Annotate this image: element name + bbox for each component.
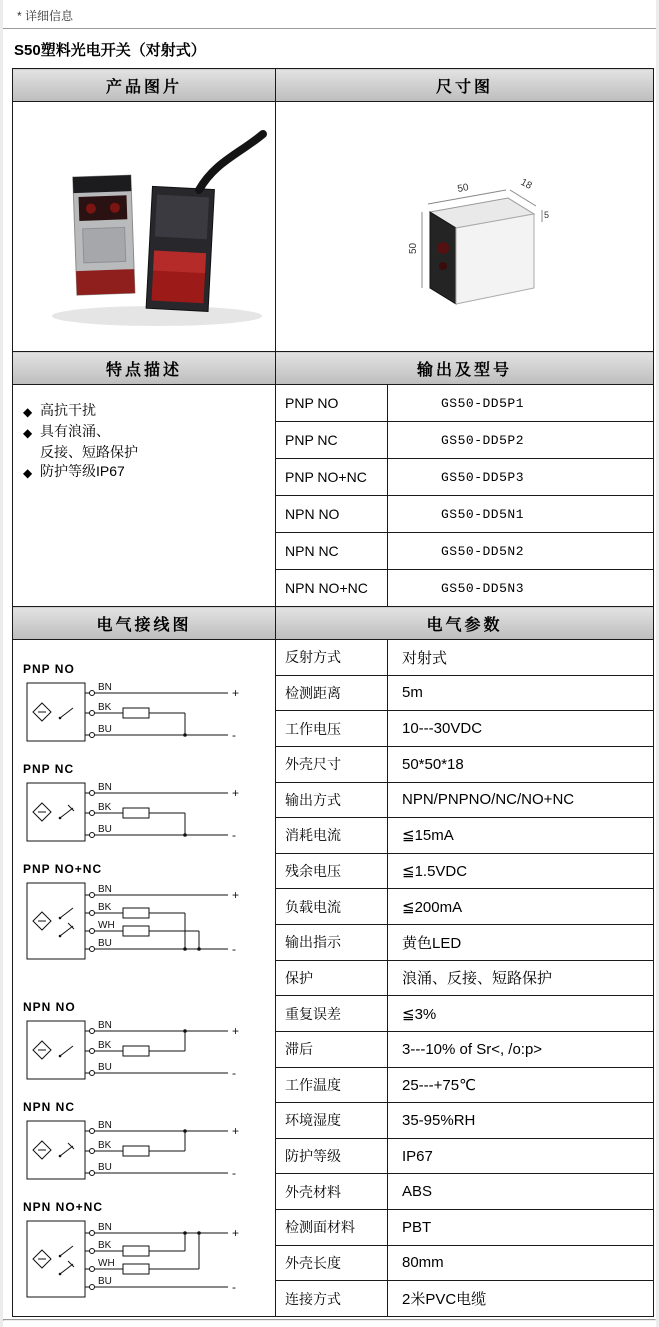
wiring-diagram-label: PNP NO+NC — [23, 862, 103, 876]
feature-line — [23, 443, 271, 462]
wiring-diagrams — [23, 662, 275, 1310]
param-row — [276, 1210, 653, 1246]
param-row — [276, 1032, 653, 1068]
param-value: 50*50*18 — [402, 755, 464, 773]
param-label: 消耗电流 — [276, 818, 388, 853]
output-model-cell — [276, 385, 654, 607]
wiring-params-row — [13, 640, 654, 1317]
param-row — [276, 1246, 653, 1282]
output-type: NPN NC — [276, 533, 388, 569]
param-value: 浪涌、反接、短路保护 — [402, 970, 553, 988]
param-row — [276, 640, 653, 676]
svg-text:BK: BK — [98, 902, 112, 913]
svg-text:BK: BK — [98, 702, 112, 713]
model-number: GS50-DD5N3 — [441, 580, 525, 596]
param-label: 保护 — [276, 961, 388, 996]
svg-text:BN: BN — [98, 884, 112, 895]
param-label: 工作温度 — [276, 1068, 388, 1103]
product-photo-cell — [13, 102, 276, 352]
param-label: 残余电压 — [276, 854, 388, 889]
param-value: IP67 — [402, 1147, 433, 1165]
wiring-diagram-pnp-no-nc — [23, 862, 275, 972]
param-value: ABS — [402, 1183, 433, 1201]
content-area — [3, 29, 656, 1317]
svg-text:BK: BK — [98, 1040, 112, 1051]
wiring-diagram-svg — [23, 877, 263, 967]
model-number: GS50-DD5N1 — [441, 506, 525, 522]
wiring-diagram-label: PNP NC — [23, 762, 75, 776]
dim-label-height: 50 — [407, 242, 419, 254]
param-row — [276, 1139, 653, 1175]
output-model-row — [276, 533, 653, 570]
feature-line — [23, 401, 271, 422]
dim-label-width: 50 — [456, 182, 469, 195]
param-label: 工作电压 — [276, 711, 388, 746]
dim-label-edge: 5 — [543, 210, 549, 220]
param-value: ≦3% — [402, 1005, 437, 1023]
wiring-diagram-svg — [23, 677, 263, 751]
features-output-row — [13, 385, 654, 607]
svg-text:BN: BN — [98, 1120, 112, 1131]
bottom-divider — [3, 1319, 656, 1321]
param-row — [276, 1103, 653, 1139]
svg-text:BU: BU — [98, 724, 112, 735]
output-model-row — [276, 570, 653, 606]
param-label: 检测面材料 — [276, 1210, 388, 1245]
output-model-rows — [276, 385, 653, 606]
output-type: PNP NC — [276, 422, 388, 458]
param-row — [276, 854, 653, 890]
param-label: 检测距离 — [276, 676, 388, 711]
svg-text:+: + — [232, 786, 240, 800]
feature-text: 具有浪涌、 — [40, 423, 110, 439]
svg-text:BN: BN — [98, 682, 112, 693]
detail-note-row — [3, 0, 656, 28]
dim-label-depth: 18 — [518, 176, 534, 192]
svg-text:BK: BK — [98, 802, 112, 813]
feature-text: 反接、短路保护 — [40, 444, 138, 460]
feature-bullet — [23, 443, 40, 462]
param-label: 输出指示 — [276, 925, 388, 960]
wiring-cell — [13, 640, 276, 1317]
param-row — [276, 1174, 653, 1210]
svg-text:WH: WH — [98, 920, 115, 931]
svg-text:BN: BN — [98, 1020, 112, 1031]
feature-bullet: ◆ — [23, 466, 33, 480]
param-label: 重复误差 — [276, 996, 388, 1031]
svg-text:-: - — [232, 828, 236, 842]
feature-bullet: ◆ — [23, 405, 33, 419]
param-value: 25---+75℃ — [402, 1076, 476, 1094]
param-value: 5m — [402, 684, 423, 702]
output-type: PNP NO — [276, 385, 388, 421]
svg-text:BN: BN — [98, 782, 112, 793]
param-label: 防护等级 — [276, 1139, 388, 1174]
param-row — [276, 747, 653, 783]
param-row — [276, 961, 653, 997]
svg-text:BU: BU — [98, 1276, 112, 1287]
dimension-cell — [276, 102, 654, 352]
wiring-diagram-pnp-no — [23, 662, 275, 756]
spec-table — [12, 68, 654, 1317]
param-value: 对射式 — [402, 649, 448, 667]
wiring-diagram-label: NPN NO — [23, 1000, 76, 1014]
svg-text:BN: BN — [98, 1222, 112, 1233]
model-number: GS50-DD5P2 — [441, 432, 525, 448]
output-type: NPN NO+NC — [276, 570, 388, 606]
feature-bullet: ◆ — [23, 426, 33, 440]
param-row — [276, 1068, 653, 1104]
header-dimension: 尺寸图 — [276, 69, 654, 102]
wiring-diagram-pnp-nc — [23, 762, 275, 856]
svg-text:WH: WH — [98, 1258, 115, 1269]
svg-text:BU: BU — [98, 1062, 112, 1073]
dimension-drawing — [280, 104, 650, 344]
page-title: S50塑料光电开关（对射式） — [14, 42, 206, 59]
svg-text:-: - — [232, 728, 236, 742]
param-label: 输出方式 — [276, 783, 388, 818]
param-value: 黄色LED — [402, 934, 462, 952]
model-number: GS50-DD5N2 — [441, 543, 525, 559]
header-row-2 — [13, 352, 654, 385]
param-value: NPN/PNPNO/NC/NO+NC — [402, 791, 575, 809]
svg-text:BU: BU — [98, 938, 112, 949]
svg-text:+: + — [232, 1024, 240, 1038]
header-wiring: 电气接线图 — [13, 607, 276, 640]
param-rows — [276, 640, 653, 1316]
features-list — [23, 401, 271, 483]
output-model-row — [276, 385, 653, 422]
wiring-diagram-svg — [23, 1215, 263, 1305]
svg-text:BU: BU — [98, 1162, 112, 1173]
svg-text:-: - — [232, 1066, 236, 1080]
svg-text:-: - — [232, 1166, 236, 1180]
wiring-diagram-npn-no-nc — [23, 1200, 275, 1310]
header-output-model: 输出及型号 — [276, 352, 654, 385]
param-label: 外壳尺寸 — [276, 747, 388, 782]
output-model-row — [276, 459, 653, 496]
param-row — [276, 1281, 653, 1316]
param-row — [276, 925, 653, 961]
param-value: ≦15mA — [402, 827, 454, 845]
param-value: 80mm — [402, 1254, 444, 1272]
svg-text:+: + — [232, 686, 240, 700]
model-number: GS50-DD5P3 — [441, 469, 525, 485]
output-type: PNP NO+NC — [276, 459, 388, 495]
image-row — [13, 102, 654, 352]
wiring-diagram-label: NPN NO+NC — [23, 1200, 104, 1214]
svg-text:BK: BK — [98, 1140, 112, 1151]
header-features: 特点描述 — [13, 352, 276, 385]
param-value: ≦200mA — [402, 898, 463, 916]
param-label: 外壳长度 — [276, 1246, 388, 1281]
param-value: 35-95%RH — [402, 1111, 476, 1129]
param-row — [276, 676, 653, 712]
param-row — [276, 996, 653, 1032]
param-value: ≦1.5VDC — [402, 863, 468, 881]
param-row — [276, 889, 653, 925]
output-model-row — [276, 496, 653, 533]
param-row — [276, 711, 653, 747]
output-type: NPN NO — [276, 496, 388, 532]
svg-text:-: - — [232, 942, 236, 956]
wiring-diagram-label: NPN NC — [23, 1100, 76, 1114]
param-label: 反射方式 — [276, 640, 388, 675]
param-row — [276, 818, 653, 854]
feature-text: 防护等级IP67 — [40, 463, 125, 479]
product-photo — [17, 104, 272, 344]
param-row — [276, 783, 653, 819]
wiring-diagram-label: PNP NO — [23, 662, 75, 676]
param-value: PBT — [402, 1218, 432, 1236]
param-value: 2米PVC电缆 — [402, 1291, 487, 1309]
svg-text:+: + — [232, 1124, 240, 1138]
svg-text:BU: BU — [98, 824, 112, 835]
svg-text:+: + — [232, 1226, 240, 1240]
param-value: 10---30VDC — [402, 720, 483, 738]
svg-text:BK: BK — [98, 1240, 112, 1251]
svg-text:+: + — [232, 888, 240, 902]
svg-text:-: - — [232, 1280, 236, 1294]
wiring-diagram-npn-nc — [23, 1100, 275, 1194]
param-label: 环境湿度 — [276, 1103, 388, 1138]
feature-text: 高抗干扰 — [40, 402, 96, 418]
feature-line — [23, 462, 271, 483]
header-row-3 — [13, 607, 654, 640]
header-row-1 — [13, 69, 654, 102]
model-number: GS50-DD5P1 — [441, 395, 525, 411]
wiring-diagram-svg — [23, 777, 263, 851]
output-model-row — [276, 422, 653, 459]
param-value: 3---10% of Sr<, /o:p> — [402, 1040, 543, 1058]
param-label: 滞后 — [276, 1032, 388, 1067]
header-electrical: 电气参数 — [276, 607, 654, 640]
features-cell — [13, 385, 276, 607]
param-label: 负载电流 — [276, 889, 388, 924]
param-label: 外壳材料 — [276, 1174, 388, 1209]
param-label: 连接方式 — [276, 1281, 388, 1316]
header-product-image: 产品图片 — [13, 69, 276, 102]
detail-note: * 详细信息 — [17, 9, 74, 23]
electrical-params-cell — [276, 640, 654, 1317]
wiring-diagram-svg — [23, 1115, 263, 1189]
wiring-diagram-svg — [23, 1015, 263, 1089]
feature-line — [23, 422, 271, 443]
wiring-diagram-npn-no — [23, 1000, 275, 1094]
